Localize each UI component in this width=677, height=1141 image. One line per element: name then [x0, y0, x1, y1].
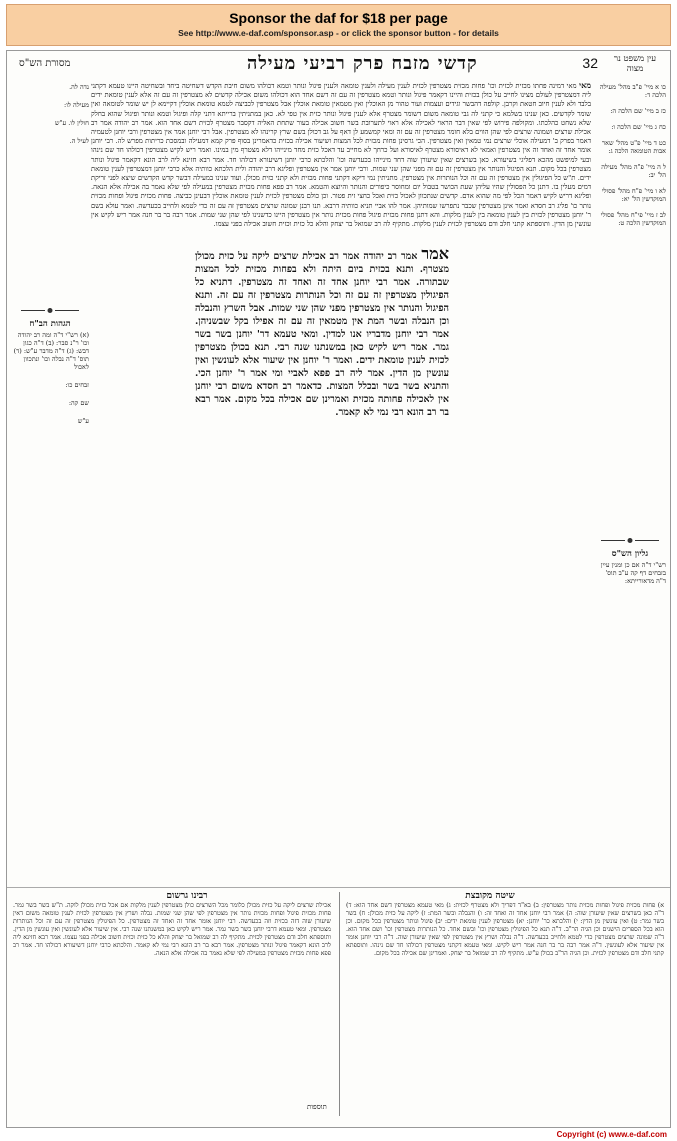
masoret-entry: מעילה לו:: [64, 101, 89, 109]
page-number: 32: [582, 55, 598, 71]
shita-mekubetzet-title: שיטה מקובצת: [465, 891, 515, 901]
hagahot-habach-title: הגהות הב"ח: [29, 319, 71, 329]
ornament-divider-icon: [19, 307, 81, 314]
ein-mishpat-label: עין משפט נר מצוה: [613, 54, 657, 74]
commentary-opening-word: מאי: [579, 81, 591, 90]
gilyon-hashas-title: גליון הש"ס: [611, 549, 649, 559]
bottom-commentaries: [7, 887, 670, 1120]
sponsor-banner[interactable]: [6, 4, 671, 46]
gilyon-hashas-text: רש"י ד"ה אם כן ומנין עיין בזבחים דף קה ע"ב תוס' ד"ה מדאורייתא:: [600, 561, 666, 585]
masoret-entry: לעיל ה.: [69, 137, 89, 145]
masoret-entry: זבחים כו:: [65, 381, 89, 389]
column-divider: [339, 892, 340, 1116]
gemara-opening-word: אמר: [421, 244, 449, 263]
masoret-hashas-column: [11, 83, 89, 435]
ein-mishpat-column: [594, 83, 666, 593]
masoret-entry: נדה לה.: [69, 83, 89, 91]
masoret-entry: חולין לו. ע"ש: [54, 119, 89, 127]
sponsor-title[interactable]: Sponsor the daf for $18 per page: [229, 10, 448, 26]
ein-mishpat-entry: כז ב מיי' שם הלכה ה:: [610, 107, 666, 115]
copyright-link[interactable]: Copyright (c) www.e-daf.com: [556, 1130, 667, 1139]
page-header: [7, 51, 670, 77]
ein-mishpat-entry: לב ז מיי' פי"ח מהל' פסולי המוקדשין הלכה ט:: [600, 211, 666, 227]
ornament-divider-icon: [599, 537, 661, 544]
ein-mishpat-entry: כו א מיי' פ"ב מהל' מעילה הלכה ד:: [599, 83, 666, 99]
rabbeinu-gershom-title: רבינו גרשום: [166, 891, 208, 901]
sponsor-subtitle[interactable]: See http://www.e-daf.com/sponsor.asp - or click the sponsor button - for details: [178, 28, 499, 38]
masoret-hashas-label: מסורת הש"ס: [19, 58, 71, 69]
tosafot-footer-label: תוספות: [307, 1103, 327, 1111]
commentary-body: מאי דמינה פחתו מכזית לכזית וכו' פחות מכזית מצטרפין לכזית לענין מעילה ולענין טומאה ולענין פיגול ונותר וטמא דכולהו משום חיבת הקדש דשחיטה ביחד ובשחיטה היינו טעמא דקתני ליה דמצטרפין לעולם מצינו לחייב על כולן בכזית והיינו דקאמר פיגול ונותר וטמא מצטרפין זה עם זה דשם אחד הוא דכולהו משום אכילה קדשים לא מצטרפין זה עם זה אלא לענין טומאת ידים בלבד ולא לענין חיוב חטאת וקרבן. קולפה דהבשר וגידים ועצמות ועור טהור מן האוכלין ואין מטמאין טומאת אוכלין אבל מצטרפין לכביצה לטמא טומאת אוכלין דקיימא לן יש שומר לטומאה ואין שומר לקדשים. כאן שנינו בשלמא כי קתני לה גבי טומאה משום דשומר מצטרף אלא לענין פיגול ונותר כזית אין טפי לא. כאן במתניתין ברייתא דתני קלה ופיגול וטמא ונותר ופיגול שהוא בחלק שלא נשחט כהלכתו. ומקולפה פירוש לפי שאין דבר הראוי לאכילה אלא ראוי לתערובת בשר חשוב אכילה בעור שתחת האליה דקסבר מצטרף לכזית דשם אחד הוא. אמר רב יהודה אמר רב אכילת שרצים ושמונה שרצים לפי שהן הווים בלא חומר מצטרפין זה עם זה ומאי קמשמע לן דאף על גב דכולן בשם שרץ קרינהו לא מצטרפין. אבל רבי יוחנן אמר אין מצטרפין ורבי יוחנן לטעמיה דאמר בפרק ב' דמעילה אוכלי שרצים נמי טמאין ואין מצטרפין. הכי גרסינן פחות מכזית לכל המצות ושיעור אכילה בכזית כדאמרינן בסוף פרק קמא דמעילה ובמסכת כריתות מפרש לה. רבי יוחנן אומר אחד זה ואחד זה אין מצטרפין ואמאי לא דאיסורא מצטרף לאיסורא ועל כרחך לא מחייב עד דאכל כזית מחד מינייהו דלא מצטרף מין במינו. ואמר ריש לקיש מצטרפין דכולהו חד שם נינהו ובעי למיפשט מהכא דפליגי בשיעורא. כאן בשרצים שאין שיעורן שוה דחד מינייהו בכעדשה וכו' והלכתא כרבי יוחנן דשיעורא דכולהו חד. אמר רבא חזינא ליה לרב הונא דקאמר פיגול ונותר מצטרפין בכל מקום. תנא הפיגול והנותר אין מצטרפין זה עם זה מפני שהן שני שמות. ורבי יוחנן אמר אין מצטרפין ופליגא דרב יהודה ולית הלכתא כוותיה אלא כרבי יוחנן דמצטרפין לענין טומאת ידים. ת"ש כל הפיגולין אין מצטרפין זה עם זה וכל הנותרות אין מצטרפין. מתניתין נמי דיקא דקתני פחות מכזית ולא קתני כזית מכולן. ועוד שנינו במעילה דבשר קדש הקדשים שיצא לפני זריקת דמים מעלין בו. דתנן כל הפסולין שהיו עליהן שעת הכושר בטבול יום ומחוסר כיפורים והנותר והיוצא והטמא. אמר רב פפא פחות מכזית מצטרפין במעילה לפי שלא נאמר בה אכילה אלא הנאה. ופליגא דריש לקיש דאמר הכל לפי מה שהוא אדם. קדשים שנתכוון לאכול כזית ואכל כחצי זית פטור. וכן כולם מצטרפין לכזית לענין טומאת אוכלין דבעינן כביצה. פחות מכזית פיגול ופחות מכזית נותר כו' פליג רב חסדא ואמר אינן מצטרפין שכבר נתפרשו שמותיהן. אמר להו אביי תניא כוותיה דרבא. תנו רבנן שמונה שרצים מצטרפין זה עם זה כדי לטמא ולחייב בכעדשה. ואמר עולא בשם ר' יוחנן מצטרפין לכזית בין לענין טומאה בין לענין מלקות. והא דתנן פחות מכזית פיגול פחות מכזית נותר אין מצטרפין היינו כדשנינו לפי שהן שני שמות. אמר רבה בר בר חנה אמר ריש לקיש אין עונשין מן הדין. ותוספתא קתני חלב ודם מצטרפין לכזית לענין מלקות. מתקיף לה רב שמואל בר יצחק והלא כל כזית וכזית חשוב אכילה בפני עצמו.: [91, 82, 591, 229]
hagahot-habach-text: (א) רש"י ד"ה ומה רב יהודה וכו' ר"נ סבר: (ב) ד"ה כגון דבש: (ג) ד"ה מדבר ע"ש: (ד) תוס' ד"ה נבלה וכו' ונתכוון לאכול: [13, 331, 89, 371]
page-title: קדשי מזבח פרק רביעי מעילה: [247, 53, 478, 74]
ein-mishpat-entry: כט ד מיי' פ"ט מהל' שאר אבות הטומאה הלכה ג:: [601, 139, 666, 155]
masoret-entry: ע"ש: [77, 417, 89, 425]
masoret-entry: שם קה:: [68, 399, 89, 407]
shita-mekubetzet-text: א) פחות מכזית פיגול ופחות מכזית נותר מצטרפין: ב) בא"ד דפריך ולא מצטרף לכזית: ג) מאי טעמא מצטרפין דשם אחד הוא: ד) ד"ה כאן בשרצים שאין שיעורן שוה: ה) אמר רבי יוחנן אחד זה ואחד זה: ו) והנבלה ובשר המת: ז) ליקה על כזית מכולן: ח) בשר בשר גמר: ט) ואין עונשין מן הדין: י) והלכתא כר' יוחנן: יא) מצטרפין לענין טומאת ידים: יב) פיגול ונותר מצטרפין בכל מקום. וכן הוא בכל הספרים הישנים וכן הגיה הר"ב. ד"ה תנא כל הפיגולין מצטרפין וכו' ובשם אחד. כל הנותרות מצטרפין וכו' ושם אחד הוא. ד"ה שמונה שרצים מצטרפין כדי לטמא ולחייב בכעדשה. ד"ה נבלה ושרץ אין מצטרפין לפי שאין שיעורן שוה. ד"ה רבי יוחנן אומר אין שיעור אלא לעונשין. ד"ה אמר רבה בר בר חנה אמר ריש לקיש. ומאי טעמא דקתני מצטרפין דכולהו חד שם נינהו. ותוספתא קתני חלב ודם מצטרפין לכזית. וכן הגיה הר"ב בכולן ע"ש. מתקיף לה רב שמואל בר יצחק. ואמרינן שם אכילה בכל מקום.: [346, 902, 664, 957]
ein-mishpat-entry: ל ה מיי' פ"ה מהל' מעילה הל' יב:: [601, 163, 666, 179]
ein-mishpat-entry: לא ו מיי' פ"ח מהל' פסולי המוקדשין הל' יא:: [601, 187, 666, 203]
ein-mishpat-entry: כח ג מיי' שם הלכה ו:: [611, 123, 666, 131]
gemara-body: אמר רב יהודה אמר רב אכילת שרצים ליקה על כזית מכולן מצטרף. ותנא בכזית ביום היתה ולא בפחות מכזית לכל המצות שבתורה. אמר רבי יוחנן אחד זה ואחד זה מצטרפין. דתניא כל הפיגולין מצטרפין זה עם זה וכל הנותרות מצטרפין זה עם זה. ותנא הפיגול והנותר אין מצטרפין מפני שהן שני שמות. אבל השרץ והנבלה וכן הנבלה ובשר המת אין מטמאין זה עם זה אפילו בקל שבשניהן. אמר רבי יוחנן מדבריו אנו למדין. ומאי טעמא דר' יוחנן בשר בשר גמר. אמר ריש לקיש כאן במשנתנו שנה רבי. תנא בכולן מצטרפין לכזית לענין טומאת ידים. ואמר ר' יוחנן אין שיעור אלא לעונשין ואין עונשין מן הדין. אמר ליה רב פפא לאביי ומי אמר ר' יוחנן הכי. והתניא בשר בשר ובכלל המצות. כדאמר רב חסדא משום רבי יוחנן אין לאכילה פחותה מכזית ואמרינן שם אכילה בכל מקום. אמר רבא בר רב הונא רבי נמי לא קאמר.: [195, 251, 449, 418]
gemara-text-block: [189, 243, 455, 545]
rabbeinu-gershom-text: אכילת שרצים ליקה על כזית מכולן כלומר מכל השרצים כולן מצטרפין לענין מלקות אם אכל כזית מכולן לוקה. ת"ש בשר בשר גמר. פחות מכזית פיגול ופחות מכזית נותר אין מצטרפין לפי שהן שני שמות. נבלה ושרץ אין מצטרפין לכזית לענין טומאה משום דאין שיעורן שוה דזה בכזית וזה בכעדשה. רבי יוחנן אומר אחד זה ואחד זה מצטרפין. כל הפיגולין מצטרפין זה עם זה וכל הנותרות מצטרפין. ומאי טעמא דרבי יוחנן בשר בשר גמר. אמר ריש לקיש כאן במשנתנו שנה רבי. אין שיעור אלא לעונשין ואין עונשין מן הדין. ותוספתא חלב ודם מצטרפין לכזית. מתקיף לה רב שמואל בר יצחק והלא כל כזית וכזית חשוב אכילה בפני עצמו. אמר רבא חזינא ליה לרב הונא דקאמר פיגול ונותר מצטרפין. אמר רבא בר רב הונא רבי נמי לא קאמר. והלכתא כרבי יוחנן דשיעורא דכולהו חד. אמר רב פפא פחות מכזית מצטרפין במעילה לפי שלא נאמר בה אכילה אלא הנאה.: [13, 902, 331, 957]
talmud-page: [6, 50, 671, 1128]
